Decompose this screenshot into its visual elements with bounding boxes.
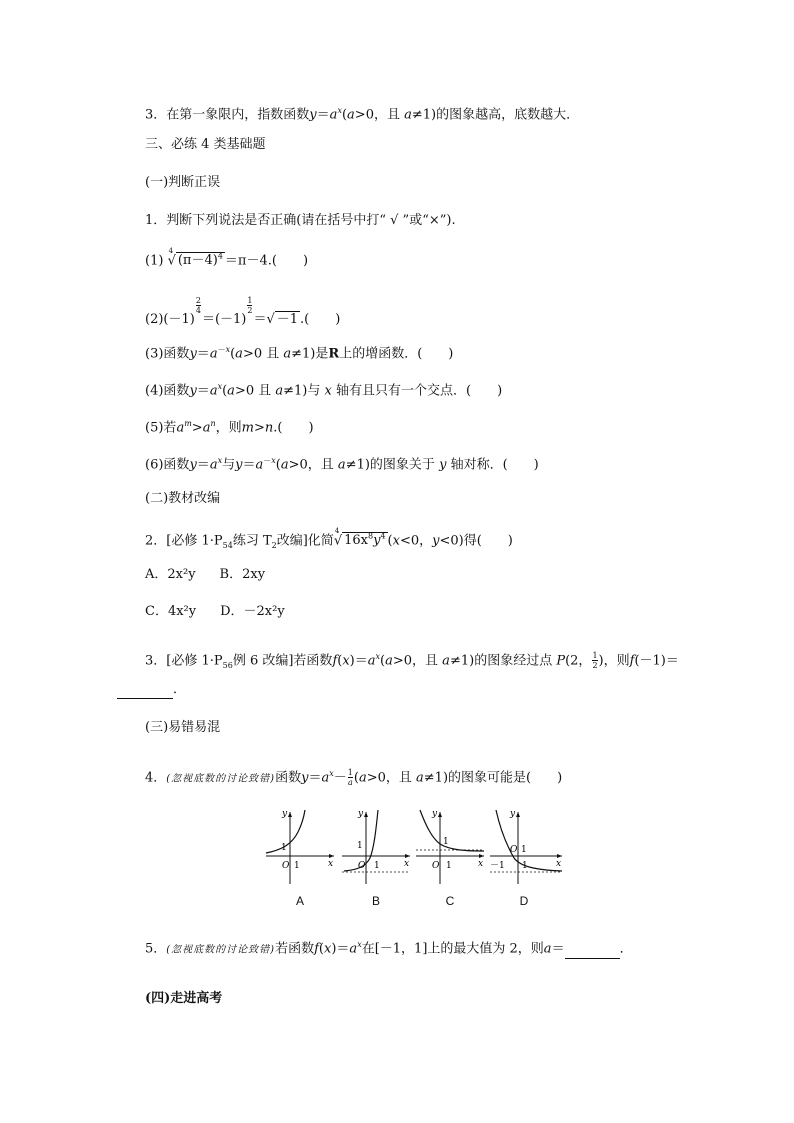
graph-b[interactable]: [340, 808, 412, 908]
graph-label-b: B: [371, 894, 380, 908]
equals: ＝: [253, 312, 267, 327]
statement-6: (6)函数$y=a^x$与$y=a^{-x}(a>0$，且 a≠1)的图象关于 y 轴对称．( ): [145, 456, 539, 473]
svg-text:O: O: [432, 861, 440, 871]
question-4: 4．(忽视底数的讨论致错)函数$y=a^x-$ $\frac{1}{a}$ (a>0，且 a≠1)的图象可能是( ): [145, 768, 563, 788]
graph-label-c: C: [445, 894, 455, 908]
statement-3: (3)函数$y=a^{-x}(a>0$ 且 a≠1)是R上的增函数．( ): [145, 345, 454, 362]
middle-expr: ＝(－1): [201, 312, 247, 327]
graph-a[interactable]: [264, 808, 336, 908]
radical: 4 √ $(\pi-4)^4$: [168, 248, 225, 270]
svg-text:1: 1: [281, 843, 287, 853]
item-text-2: 的图象越高，底数越大．: [436, 107, 580, 123]
graph-label-a: A: [295, 894, 304, 908]
graph-options: [264, 808, 564, 908]
q3-answer-blank[interactable]: ．: [117, 681, 186, 699]
item-3: 3．在第一象限内，指数函数$y=a^x(a>0$，且 a≠1)的图象越高，底数越大．: [145, 106, 580, 123]
q2-options-row-1: [145, 566, 265, 584]
item-text: 在第一象限内，指数函数: [166, 107, 310, 123]
question-number: 1．: [145, 213, 167, 228]
option-b[interactable]: B．2xy: [219, 567, 266, 582]
svg-text:O: O: [282, 861, 290, 871]
option-a[interactable]: A．2x²y: [145, 567, 196, 582]
graph-label-d: D: [519, 894, 529, 908]
svg-text:x: x: [328, 859, 334, 869]
statement-tail: .( ): [300, 312, 341, 327]
svg-text:O: O: [358, 861, 366, 871]
question-2: 2．[必修 $1\cdot P_{54}$练习 $T_2$改编]化简 4 √ $16x^8y^4$ (x<0，y<0)得( ): [145, 527, 513, 550]
error-note: (忽视底数的讨论致错): [166, 944, 276, 956]
statement-2: (2)(－1) $\frac{2}{4}$ ＝(－1) $\frac{1}{2}$ ＝√ －1 .( ): [145, 296, 341, 327]
svg-text:1: 1: [294, 861, 300, 871]
statement-5: (5)若$a^m>a^n$，则m>n.( ): [145, 419, 314, 436]
svg-text:y: y: [358, 809, 364, 819]
radicand: －1: [276, 312, 299, 327]
svg-text:y: y: [282, 809, 288, 819]
graph-d[interactable]: [488, 808, 560, 908]
statement-1: [145, 248, 308, 270]
statement-label: (2): [145, 312, 164, 327]
option-d[interactable]: D．－2x²y: [220, 604, 285, 619]
svg-text:1: 1: [374, 861, 380, 871]
svg-text:y: y: [432, 809, 438, 819]
exponent-fraction-2: $\frac{1}{2}$: [247, 296, 253, 315]
svg-text:1: 1: [446, 861, 452, 871]
q5-answer-blank[interactable]: [565, 946, 620, 959]
question-text: 判断下列说法是否正确(请在括号中打“ √ ”或“×”).: [166, 213, 456, 228]
error-note: (忽视底数的讨论致错): [166, 773, 276, 785]
part-heading-2: (二)教材改编: [145, 491, 221, 506]
question-5: 5．(忽视底数的讨论致错)若函数$f(x)=a^x$在[－1，1]上的最大值为 2，则a＝ ．: [145, 936, 633, 959]
radicand-exponent: 4: [217, 252, 223, 261]
svg-text:1: 1: [357, 841, 363, 851]
statement-label: (1): [145, 253, 164, 269]
svg-text:x: x: [556, 859, 562, 869]
radicand: (π－4): [177, 253, 218, 269]
svg-text:x: x: [404, 859, 410, 869]
part-heading-4: (四)走进高考: [145, 991, 223, 1006]
exponent-fraction-1: $\frac{2}{4}$: [195, 296, 201, 315]
radical: 4 √ $16x^8y^4$: [333, 527, 386, 549]
question-1: [145, 212, 456, 230]
svg-text:1: 1: [443, 837, 449, 847]
statement-rhs: ＝π－4.( ): [224, 253, 309, 269]
svg-text:y: y: [510, 809, 516, 819]
svg-text:1: 1: [521, 845, 527, 855]
part-heading-1: (一)判断正误: [145, 175, 221, 190]
svg-text:1: 1: [522, 861, 528, 871]
base: (－1): [163, 312, 195, 327]
option-c[interactable]: C．4x²y: [145, 604, 197, 619]
q2-options-row-2: [145, 603, 285, 621]
section-heading: 三、必练 4 类基础题: [145, 137, 266, 152]
svg-text:O: O: [510, 845, 518, 855]
radical-index: 4: [168, 247, 174, 255]
item-number: 3．: [145, 107, 167, 123]
svg-text:x: x: [478, 859, 484, 869]
question-3: 3．[必修 $1\cdot P_{56}$例 6 改编]若函数$f(x)=a^x(a>0$，且 a≠1)的图象经过点 P(2， $\frac{1}{2}$ )，则f(－1)＝: [145, 651, 679, 671]
graph-c[interactable]: [414, 808, 486, 908]
part-heading-3: (三)易错易混: [145, 720, 221, 735]
statement-4: (4)函数$y=a^x(a>0$ 且 a≠1)与 x 轴有且只有一个交点．( ): [145, 382, 503, 399]
svg-text:－1: －1: [490, 861, 505, 871]
